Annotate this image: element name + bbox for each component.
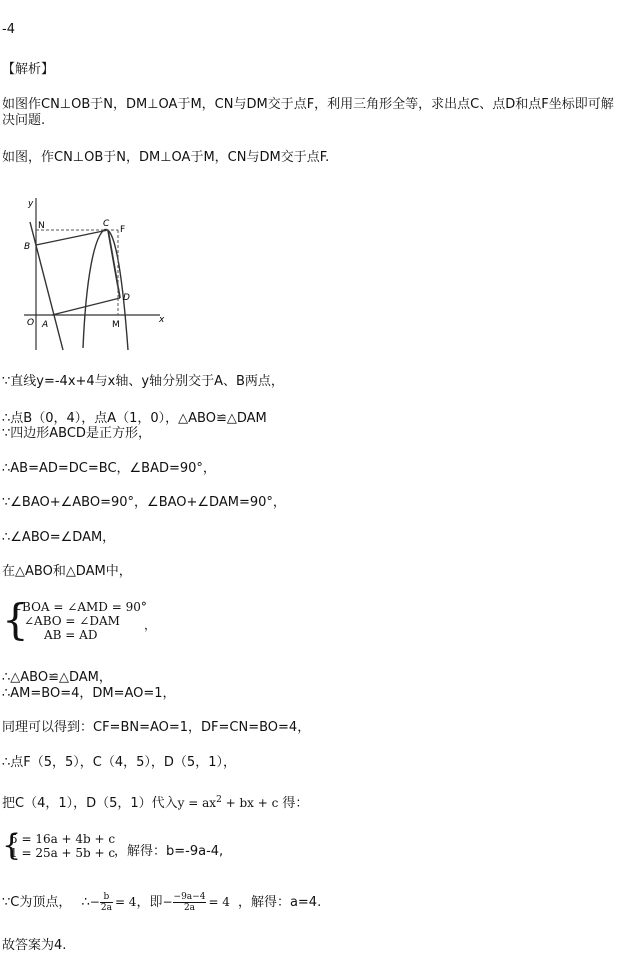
- step-line-12: [2, 792, 308, 812]
- step-line-6: ∴∠ABO=∠DAM，: [2, 530, 116, 545]
- step-line-8: ∴△ABO≌△DAM，: [2, 670, 112, 685]
- label-b: B: [24, 242, 31, 252]
- line-13-text-3: ，解得：a=4.: [237, 895, 322, 910]
- step-line-3: ∵四边形ABCD是正方形，: [2, 426, 151, 441]
- step-line-7: 在△ABO和△DAM中，: [2, 564, 132, 579]
- analysis-label: 【解析】: [2, 62, 55, 77]
- left-brace: {: [2, 595, 29, 644]
- line-13-eq-1: = 4: [114, 895, 137, 909]
- system-1-row-2: ∠ABO = ∠DAM: [24, 614, 120, 628]
- step-line-13: [2, 890, 321, 915]
- system-2-result: ，解得：b=-9a-4,: [114, 844, 224, 859]
- line-13-therefore: ∴: [81, 895, 90, 910]
- system-1-row-1: ∠BOA = ∠AMD = 90°: [12, 600, 147, 614]
- label-f: F: [120, 225, 126, 235]
- line-13-eq-2: = 4: [208, 895, 230, 909]
- step-line-1: ∵直线y=-4x+4与x轴、y轴分别交于A、B两点，: [2, 374, 284, 389]
- step-line-5: ∵∠BAO+∠ABO=90°，∠BAO+∠DAM=90°，: [2, 495, 286, 510]
- conclusion: 故答案为4.: [2, 938, 67, 953]
- label-c: C: [103, 219, 110, 229]
- line-13-text-2: ，即: [136, 895, 163, 910]
- system-2-row-2: 1 = 25a + 5b + c: [10, 846, 116, 860]
- step-line-2: ∴点B（0，4），点A（1，0），△ABO≌△DAM: [2, 411, 267, 426]
- label-m: M: [112, 320, 120, 330]
- equation-system-1: [2, 595, 162, 644]
- y-axis-label: y: [28, 199, 34, 209]
- system-1-row-3: AB = AD: [44, 628, 98, 642]
- label-a: A: [42, 320, 49, 330]
- geometry-figure: [10, 188, 170, 356]
- step-line-11: ∴点F（5，5），C（4，5），D（5，1），: [2, 755, 236, 770]
- fraction-2: $\frac{-9a-4}{2a}$: [173, 892, 206, 913]
- system-1-tail: ，: [144, 618, 157, 632]
- line-12-formula: $y = ax^2$ + bx + c: [177, 795, 279, 810]
- system-2-row-1: 5 = 16a + 4b + c: [10, 832, 116, 846]
- line-13-text-1: ∵C为顶点，: [2, 895, 72, 910]
- step-line-4: ∴AB=AD=DC=BC，∠BAD=90°，: [2, 461, 216, 476]
- fraction-1: $\frac{b}{2a}$: [100, 892, 112, 913]
- line-12-after: 得：: [282, 796, 309, 811]
- parabola: [83, 229, 128, 350]
- equation-system-2: [2, 828, 302, 863]
- x-axis-label: x: [159, 315, 165, 325]
- analysis-text: 如图作CN⊥OB于N，DM⊥OA于M，CN与DM交于点F，利用三角形全等，求出点C、点D和点F坐标即可解决问题.: [2, 97, 614, 128]
- label-o: O: [27, 318, 35, 328]
- line-13-neg-2: −: [162, 895, 173, 909]
- line-13-neg-1: −: [89, 895, 100, 909]
- step-line-10: 同理可以得到：CF=BN=AO=1，DF=CN=BO=4，: [2, 720, 311, 735]
- step-line-9: ∴AM=BO=4，DM=AO=1，: [2, 686, 176, 701]
- line-ab: [30, 222, 63, 350]
- answer-fragment: -4: [2, 22, 15, 37]
- left-brace-2: {: [2, 828, 22, 863]
- label-d: D: [123, 293, 130, 303]
- line-12-before: 把C（4，1），D（5，1）代入: [2, 796, 178, 811]
- solution-intro: 如图，作CN⊥OB于N，DM⊥OA于M，CN与DM交于点F.: [2, 150, 330, 165]
- label-n: N: [38, 221, 45, 231]
